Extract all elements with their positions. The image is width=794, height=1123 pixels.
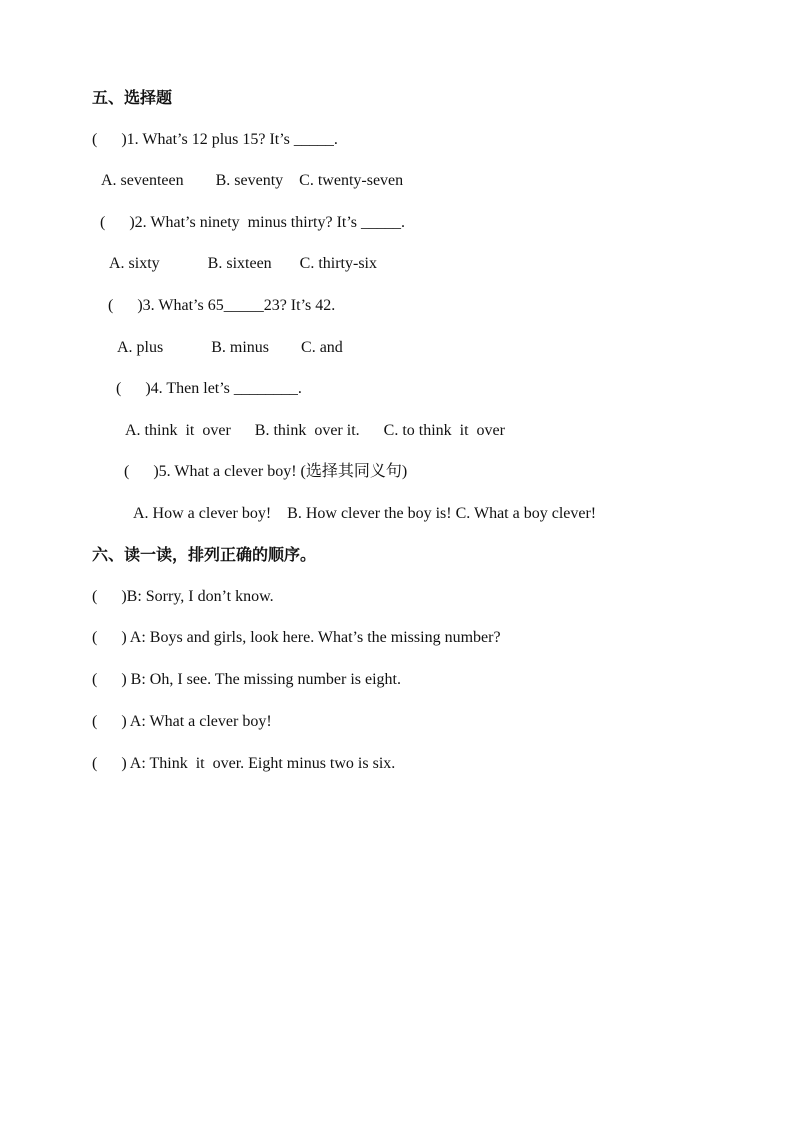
question-1-options: A. seventeen B. seventy C. twenty-seven	[101, 172, 404, 189]
order-item-5: ( ) A: Think it over. Eight minus two is six.	[92, 755, 396, 772]
order-item-1: ( )B: Sorry, I don’t know.	[92, 588, 274, 605]
question-3-options: A. plus B. minus C. and	[117, 339, 343, 356]
question-4-stem: ( )4. Then let’s ________.	[116, 380, 302, 397]
question-5-options: A. How a clever boy! B. How clever the boy is! C. What a boy clever!	[133, 505, 597, 522]
order-item-4: ( ) A: What a clever boy!	[92, 713, 272, 730]
question-5-stem: ( )5. What a clever boy! (选择其同义句)	[124, 463, 408, 480]
order-item-2: ( ) A: Boys and girls, look here. What’s the missing number?	[92, 629, 501, 646]
question-2-stem: ( )2. What’s ninety minus thirty? It’s _____.	[100, 214, 406, 231]
question-2-options: A. sixty B. sixteen C. thirty-six	[109, 255, 377, 272]
question-4-options: A. think it over B. think over it. C. to think it over	[125, 422, 505, 439]
question-3-stem: ( )3. What’s 65_____23? It’s 42.	[108, 297, 336, 314]
order-item-3: ( ) B: Oh, I see. The missing number is eight.	[92, 671, 401, 688]
section6-title: 六、读一读，排列正确的顺序。	[92, 545, 317, 564]
section5-title: 五、选择题	[92, 88, 173, 107]
question-1-stem: ( )1. What’s 12 plus 15? It’s _____.	[92, 131, 338, 148]
